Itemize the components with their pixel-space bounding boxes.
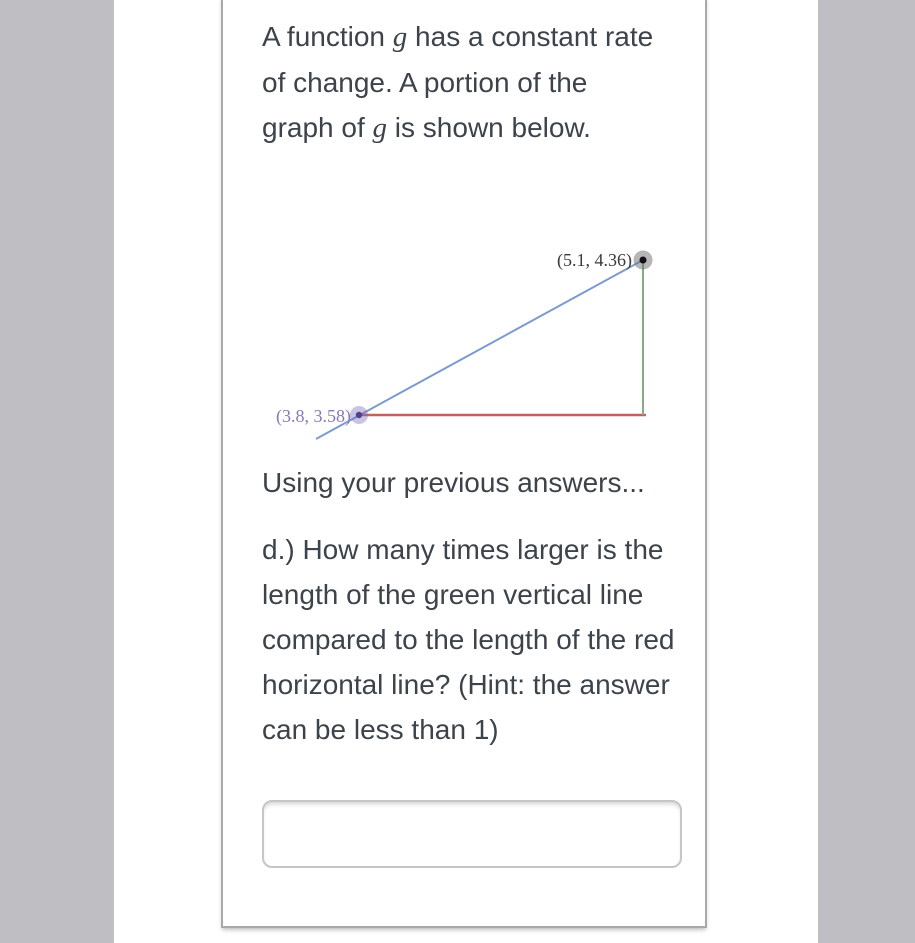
answer-input[interactable] bbox=[262, 800, 682, 868]
function-graph bbox=[240, 235, 700, 460]
question-card bbox=[221, 0, 707, 928]
page-background bbox=[114, 0, 818, 943]
problem-statement-part: is shown below. bbox=[387, 112, 591, 143]
problem-statement-part: has a constant rate of change. A portion of the graph of bbox=[262, 21, 654, 143]
point-a-label: (3.8, 3.58) bbox=[276, 406, 351, 426]
problem-statement bbox=[262, 14, 666, 151]
point-b-marker bbox=[640, 257, 647, 264]
point-b-label: (5.1, 4.36) bbox=[557, 250, 632, 270]
transition-text: Using your previous answers... bbox=[262, 467, 645, 498]
point-a-marker bbox=[356, 412, 362, 418]
math-variable-g: g bbox=[372, 112, 388, 144]
question-text: d.) How many times larger is the length of the green vertical line compared to the length of the red horizontal line? (Hint: the answer can be less than 1) bbox=[262, 534, 675, 745]
problem-statement-part: A function bbox=[262, 21, 393, 52]
math-variable-g: g bbox=[392, 21, 408, 53]
